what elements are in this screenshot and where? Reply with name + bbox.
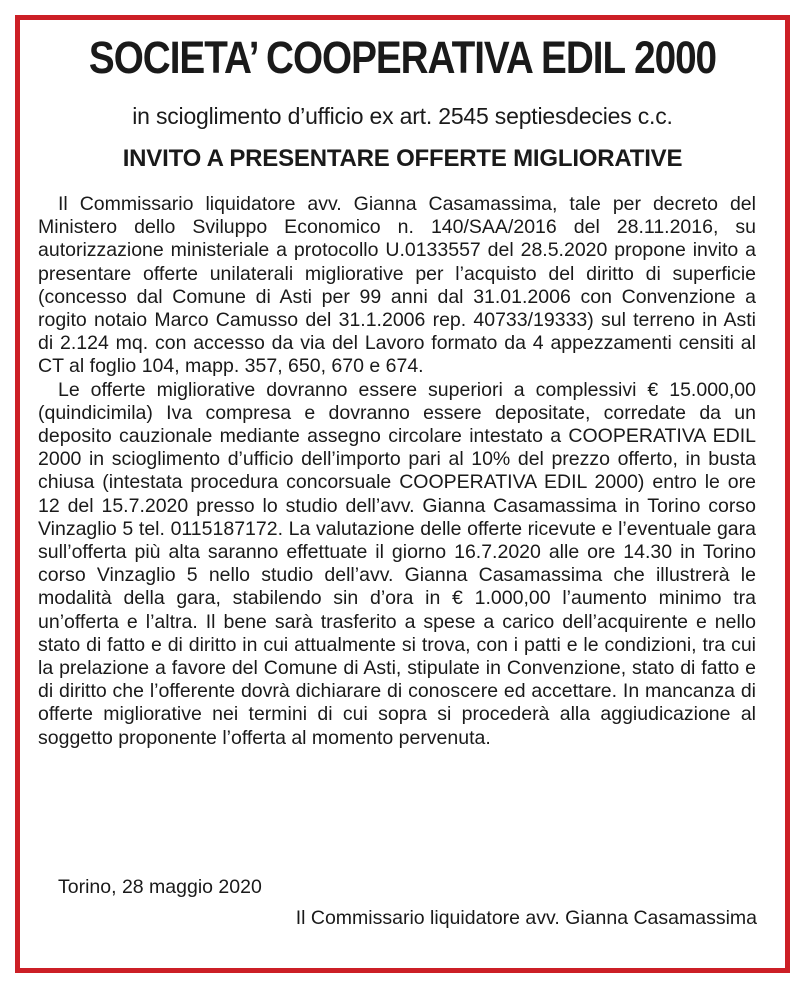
notice-paragraph-1: Il Commissario liquidatore avv. Gianna Casamassima, tale per decreto del Ministero dello Sviluppo Economico n. 140/SAA/2016 del 28.11.2016, su autorizzazione ministeriale a protocollo U.0133557 del 28.5.2020 propone invito a presentare offerte unilaterali migliorative per l’acquisto del diritto di superficie (concesso dal Comune di Asti per 99 anni dal 31.01.2006 con Convenzione a rogito notaio Marco Camusso del 31.1.2006 rep. 40733/19333) sul terreno in Asti di 2.124 mq. con accesso da via del Lavoro formato da 4 appezzamenti censiti al CT al foglio 104, mapp. 357, 650, 670 e 674. (38, 193, 756, 378)
notice-signature: Il Commissario liquidatore avv. Gianna Casamassima (295, 907, 757, 929)
notice-title: SOCIETA’ COOPERATIVA EDIL 2000 (88, 32, 717, 83)
notice-body (38, 193, 756, 750)
notice-paragraph-2: Le offerte migliorative dovranno essere superiori a complessivi € 15.000,00 (quindicimila) Iva compresa e dovranno essere depositate, corredate da un deposito cauzionale mediante assegno circolare intestato a COOPERATIVA EDIL 2000 in scioglimento d’ufficio dell’importo pari al 10% del prezzo offerto, in busta chiusa (intestata procedura concorsuale COOPERATIVA EDIL 2000) entro le ore 12 del 15.7.2020 presso lo studio dell’avv. Gianna Casamassima in Torino corso Vinzaglio 5 tel. 0115187172. La valutazione delle offerte ricevute e l’eventuale gara sull’offerta più alta saranno effettuate il giorno 16.7.2020 alle ore 14.30 in Torino corso Vinzaglio 5 nello studio dell’avv. Gianna Casamassima che illustrerà le modalità della gara, stabilendo sin d’ora in € 1.000,00 l’aumento minimo tra un’offerta e l’altra. Il bene sarà trasferito a spese a carico dell’acquirente e nello stato di fatto e di diritto in cui attualmente si trova, con i patti e le condizioni, tra cui la prelazione a favore del Comune di Asti, stipulate in Convenzione, stato di fatto e di diritto che l’offerente dovrà dichiarare di conoscere ed accettare. In mancanza di offerte migliorative nei termini di cui sopra si procederà alla aggiudicazione al soggetto proponente l’offerta al momento pervenuta. (38, 378, 756, 749)
notice-subtitle: in scioglimento d’ufficio ex art. 2545 septiesdecies c.c. (132, 103, 673, 129)
notice-date: Torino, 28 maggio 2020 (58, 876, 262, 898)
notice-heading: INVITO A PRESENTARE OFFERTE MIGLIORATIVE (122, 145, 683, 172)
